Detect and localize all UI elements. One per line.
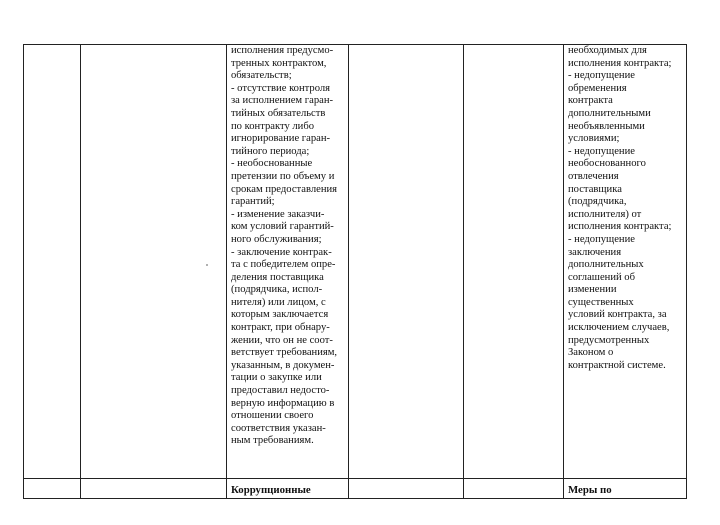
- measures-text-line: исполнения контракта;: [568, 221, 672, 233]
- measures-text-line: - недопущение: [568, 70, 635, 82]
- risk-text-line: контракт, при обнару-: [231, 322, 330, 334]
- table-cell-corruption-heading: Коррупционные: [231, 484, 311, 496]
- risk-text-line: жении, что он не соот-: [231, 334, 333, 346]
- measures-text-line: необоснованного: [568, 158, 646, 170]
- table-cell-risk-description: [231, 45, 337, 448]
- risk-text-line: отношении своего: [231, 410, 314, 422]
- table-col-border-4: [348, 44, 349, 499]
- table-col-border-6: [563, 44, 564, 499]
- risk-text-line: ком условий гарантий-: [231, 221, 334, 233]
- measures-text-line: - недопущение: [568, 145, 635, 157]
- table-col-border-5: [463, 44, 464, 499]
- risk-text-line: тийного периода;: [231, 145, 310, 157]
- risk-text-line: по контракту либо: [231, 120, 315, 132]
- risk-text-line: - отсутствие контроля: [231, 82, 331, 94]
- measures-text-line: Законом о: [568, 347, 614, 359]
- risk-text-line: - изменение заказчи-: [231, 208, 325, 220]
- table-row-divider: [23, 478, 687, 479]
- table-cell-measures: [568, 45, 671, 372]
- measures-text-line: исключением случаев,: [568, 322, 670, 334]
- risk-text-line: тийных обязательств: [231, 107, 326, 119]
- risk-text-line: ветствует требованиям,: [231, 347, 338, 359]
- risk-text-line: претензии по объему и: [231, 170, 335, 182]
- risk-text-line: деления поставщика: [231, 271, 324, 283]
- measures-text-line: контракта: [568, 95, 613, 107]
- measures-text-line: необъявленными: [568, 120, 645, 132]
- risk-text-line: срокам предоставления: [231, 183, 338, 195]
- risk-text-line: обязательств;: [231, 70, 292, 82]
- risk-text-line: соответствия указан-: [231, 422, 326, 434]
- measures-text-line: поставщика: [568, 183, 622, 195]
- table-bottom-border: [23, 498, 687, 499]
- measures-text-line: существенных: [568, 296, 634, 308]
- measures-text-line: предусмотренных: [568, 334, 650, 346]
- measures-text-line: контрактной системе.: [568, 359, 666, 371]
- risk-text-line: верную информацию в: [231, 397, 335, 409]
- measures-text-line: исполнителя) от: [568, 208, 642, 220]
- measures-text-line: условий контракта, за: [568, 309, 667, 321]
- measures-text-line: изменении: [568, 284, 617, 296]
- risk-text-line: игнорирование гаран-: [231, 133, 331, 145]
- table-col-border-2: [80, 44, 81, 499]
- measures-text-line: необходимых для: [568, 45, 647, 56]
- risk-text-line: тренных контрактом,: [231, 57, 327, 69]
- risk-text-line: за исполнением гаран-: [231, 95, 334, 107]
- table-cell-measures-heading: Меры по: [568, 484, 612, 496]
- risk-text-line: - необоснованные: [231, 158, 313, 170]
- risk-text-line: (подрядчика, испол-: [231, 284, 323, 296]
- risk-text-line: тации о закупке или: [231, 372, 322, 384]
- scan-speck: [206, 264, 208, 266]
- measures-text-line: - недопущение: [568, 233, 635, 245]
- measures-text-line: заключения: [568, 246, 622, 258]
- risk-text-line: гарантий;: [231, 196, 275, 208]
- risk-text-line: та с победителем опре-: [231, 259, 336, 271]
- table-col-border-3: [226, 44, 227, 499]
- measures-text-line: дополнительными: [568, 107, 651, 119]
- measures-text-line: отвлечения: [568, 170, 619, 182]
- measures-text-line: соглашений об: [568, 271, 635, 283]
- measures-text-line: условиями;: [568, 133, 620, 145]
- table-col-border-1: [23, 44, 24, 499]
- risk-text-line: ного обслуживания;: [231, 233, 322, 245]
- risk-text-line: исполнения предусмо-: [231, 45, 334, 56]
- risk-text-line: нителя) или лицом, с: [231, 296, 326, 308]
- measures-text-line: (подрядчика,: [568, 196, 627, 208]
- risk-text-line: - заключение контрак-: [231, 246, 332, 258]
- risk-text-line: указанным, в докумен-: [231, 359, 335, 371]
- measures-text-line: исполнения контракта;: [568, 57, 672, 69]
- measures-text-line: обременения: [568, 82, 627, 94]
- table-col-border-7: [686, 44, 687, 499]
- risk-text-line: ным требованиям.: [231, 435, 314, 447]
- risk-text-line: предоставил недосто-: [231, 385, 330, 397]
- measures-text-line: дополнительных: [568, 259, 644, 271]
- risk-text-line: которым заключается: [231, 309, 329, 321]
